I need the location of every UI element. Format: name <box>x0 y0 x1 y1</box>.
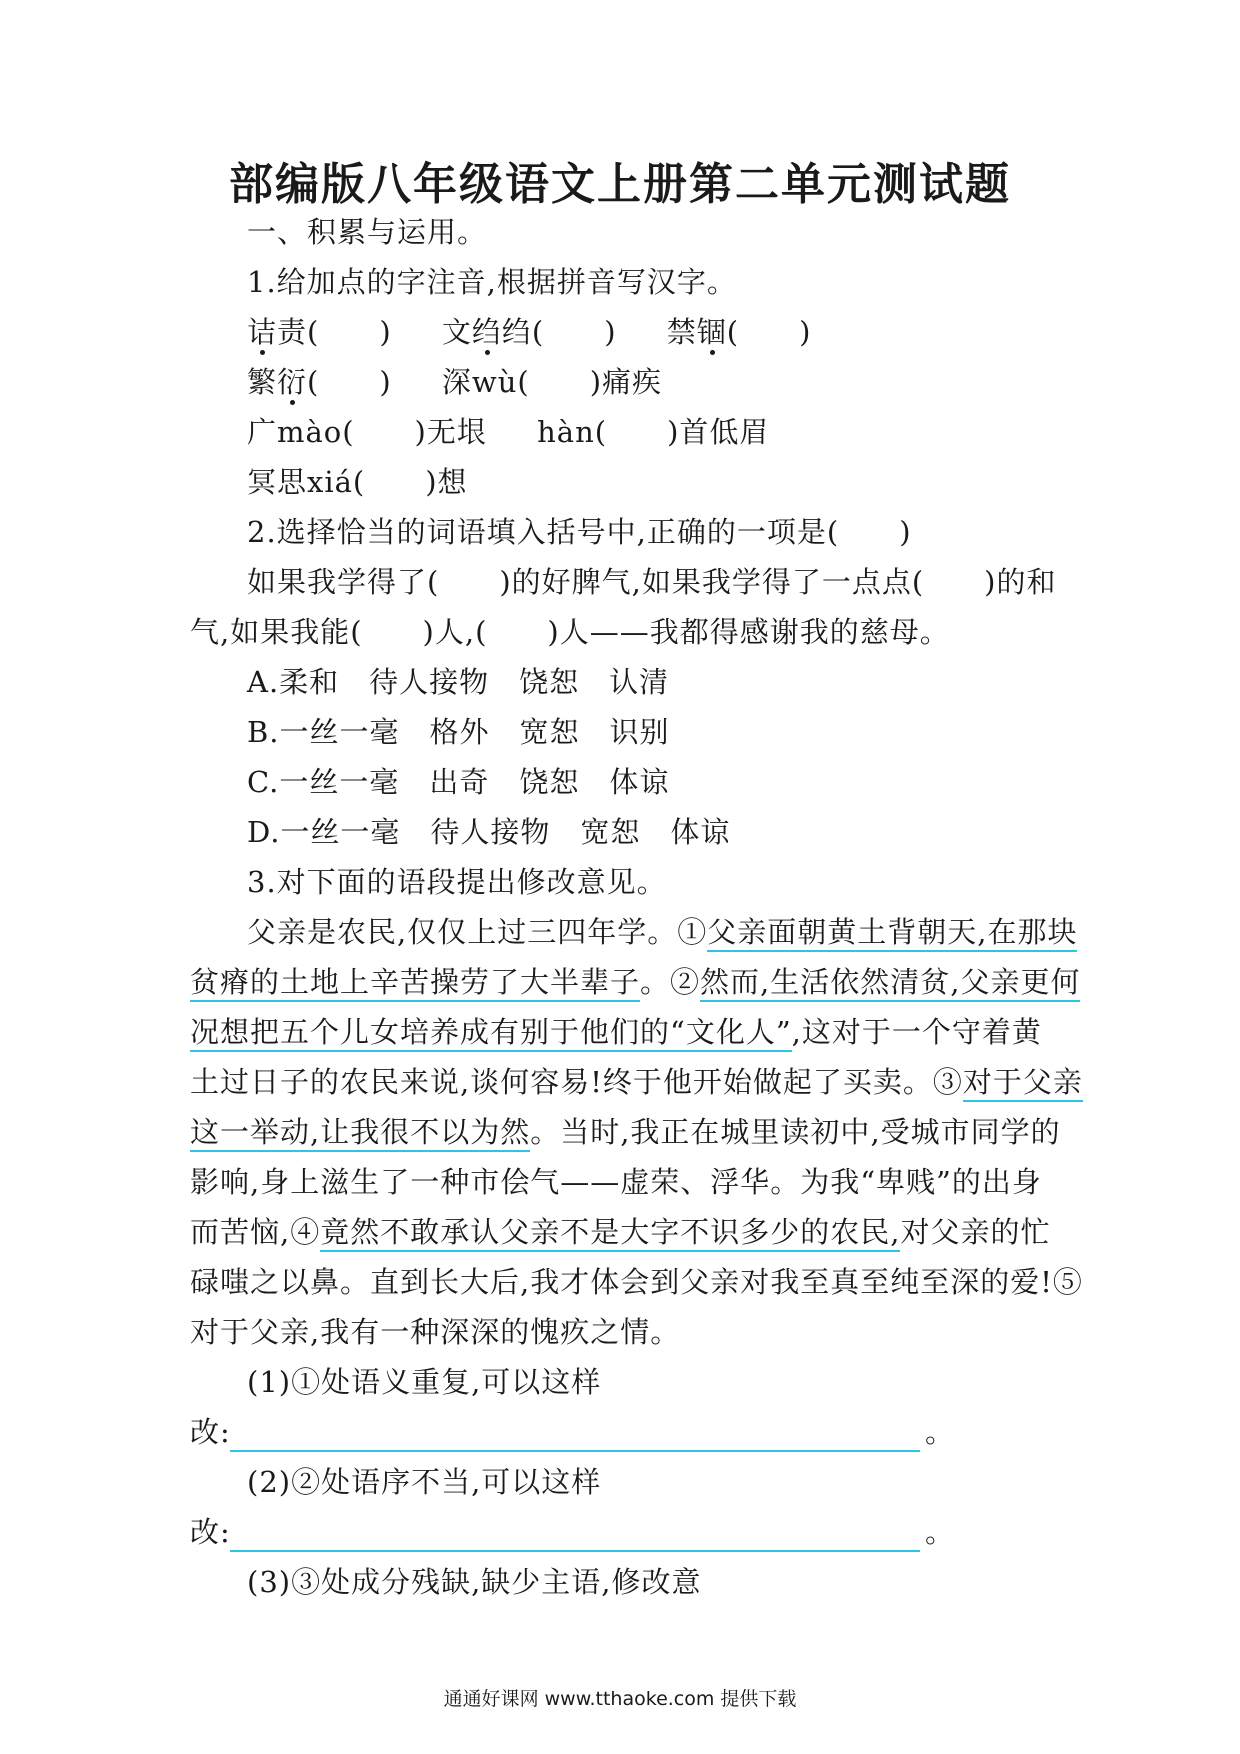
question-2-stem: 2.选择恰当的词语填入括号中,正确的一项是( ) <box>247 515 912 549</box>
paragraph-line-1: 父亲是农民,仅仅上过三四年学。①父亲面朝黄土背朝天,在那块 <box>247 912 1077 952</box>
answer-blank-1[interactable] <box>230 1450 920 1452</box>
footer-source: 通通好课网 www.tthaoke.com 提供下载 <box>443 1688 797 1710</box>
option-c: C.一丝一毫 出奇 饶恕 体谅 <box>247 765 670 799</box>
sub-question-2-answer-label: 改: <box>190 1515 231 1549</box>
paragraph-line-4: 土过日子的农民来说,谈何容易!终于他开始做起了买卖。③对于父亲 <box>190 1062 1083 1102</box>
paragraph-line-6: 影响,身上滋生了一种市侩气——虚荣、浮华。为我“卑贱”的出身 <box>190 1165 1042 1199</box>
sub-question-1: (1)①处语义重复,可以这样 <box>247 1365 602 1399</box>
sub-question-3: (3)③处成分残缺,缺少主语,修改意 <box>247 1565 702 1599</box>
underlined-sentence-4: 竟然不敢承认父亲不是大字不识多少的农民, <box>320 1215 900 1252</box>
paragraph-line-8: 碌嗤之以鼻。直到长大后,我才体会到父亲对我至真至纯至深的爱!⑤ <box>190 1265 1083 1299</box>
option-d: D.一丝一毫 待人接物 宽恕 体谅 <box>247 815 731 849</box>
item-jiezhe: 诘责( ) <box>247 315 392 349</box>
underlined-sentence-3: 对于父亲 <box>963 1065 1083 1102</box>
item-wenzhouzhou: 文绉绉( ) <box>441 315 617 349</box>
option-b: B.一丝一毫 格外 宽恕 识别 <box>247 715 670 749</box>
paragraph-line-3: 况想把五个儿女培养成有别于他们的“文化人”,这对于一个守着黄 <box>190 1012 1042 1052</box>
item-fanyan: 繁衍( ) <box>247 365 392 399</box>
item-hanshou: hàn( )首低眉 <box>537 415 770 449</box>
item-guangmao: 广mào( )无垠 <box>247 415 487 449</box>
question-2-passage-line-1: 如果我学得了( )的好脾气,如果我学得了一点点( )的和 <box>247 565 1057 599</box>
sub-question-2: (2)②处语序不当,可以这样 <box>247 1465 602 1499</box>
underlined-sentence-3-cont: 这一举动,让我很不以为然 <box>190 1115 530 1152</box>
sub-question-1-answer-label: 改: <box>190 1415 231 1449</box>
answer-1-period: 。 <box>925 1415 956 1449</box>
underlined-sentence-2: 然而,生活依然清贫,父亲更何 <box>700 965 1080 1002</box>
question-1-stem: 1.给加点的字注音,根据拼音写汉字。 <box>247 265 737 299</box>
paragraph-line-7: 而苦恼,④竟然不敢承认父亲不是大字不识多少的农民,对父亲的忙 <box>190 1212 1050 1252</box>
question-3-stem: 3.对下面的语段提出修改意见。 <box>247 865 667 899</box>
item-jingu: 禁锢( ) <box>666 315 812 349</box>
page-title: 部编版八年级语文上册第二单元测试题 <box>229 159 1011 210</box>
underlined-sentence-2-cont: 况想把五个儿女培养成有别于他们的“文化人” <box>190 1015 792 1052</box>
answer-blank-2[interactable] <box>230 1550 920 1552</box>
underlined-sentence-1: 父亲面朝黄土背朝天,在那块 <box>707 915 1077 952</box>
section-heading: 一、积累与运用。 <box>247 215 488 249</box>
pinyin-row-2 <box>247 362 662 402</box>
underlined-sentence-1-cont: 贫瘠的土地上辛苦操劳了大半辈子 <box>190 965 640 1002</box>
item-shenwu: 深wù( )痛疾 <box>441 365 663 399</box>
pinyin-row-1 <box>247 312 811 352</box>
option-a: A.柔和 待人接物 饶恕 认清 <box>247 665 670 699</box>
paragraph-line-2: 贫瘠的土地上辛苦操劳了大半辈子。②然而,生活依然清贫,父亲更何 <box>190 962 1080 1002</box>
pinyin-row-3 <box>247 412 769 452</box>
answer-2-period: 。 <box>925 1515 956 1549</box>
pinyin-row-4: 冥思xiá( )想 <box>247 465 468 499</box>
question-2-passage-line-2: 气,如果我能( )人,( )人——我都得感谢我的慈母。 <box>190 615 950 649</box>
paragraph-line-5: 这一举动,让我很不以为然。当时,我正在城里读初中,受城市同学的 <box>190 1112 1061 1152</box>
paragraph-line-9: 对于父亲,我有一种深深的愧疚之情。 <box>190 1315 681 1349</box>
